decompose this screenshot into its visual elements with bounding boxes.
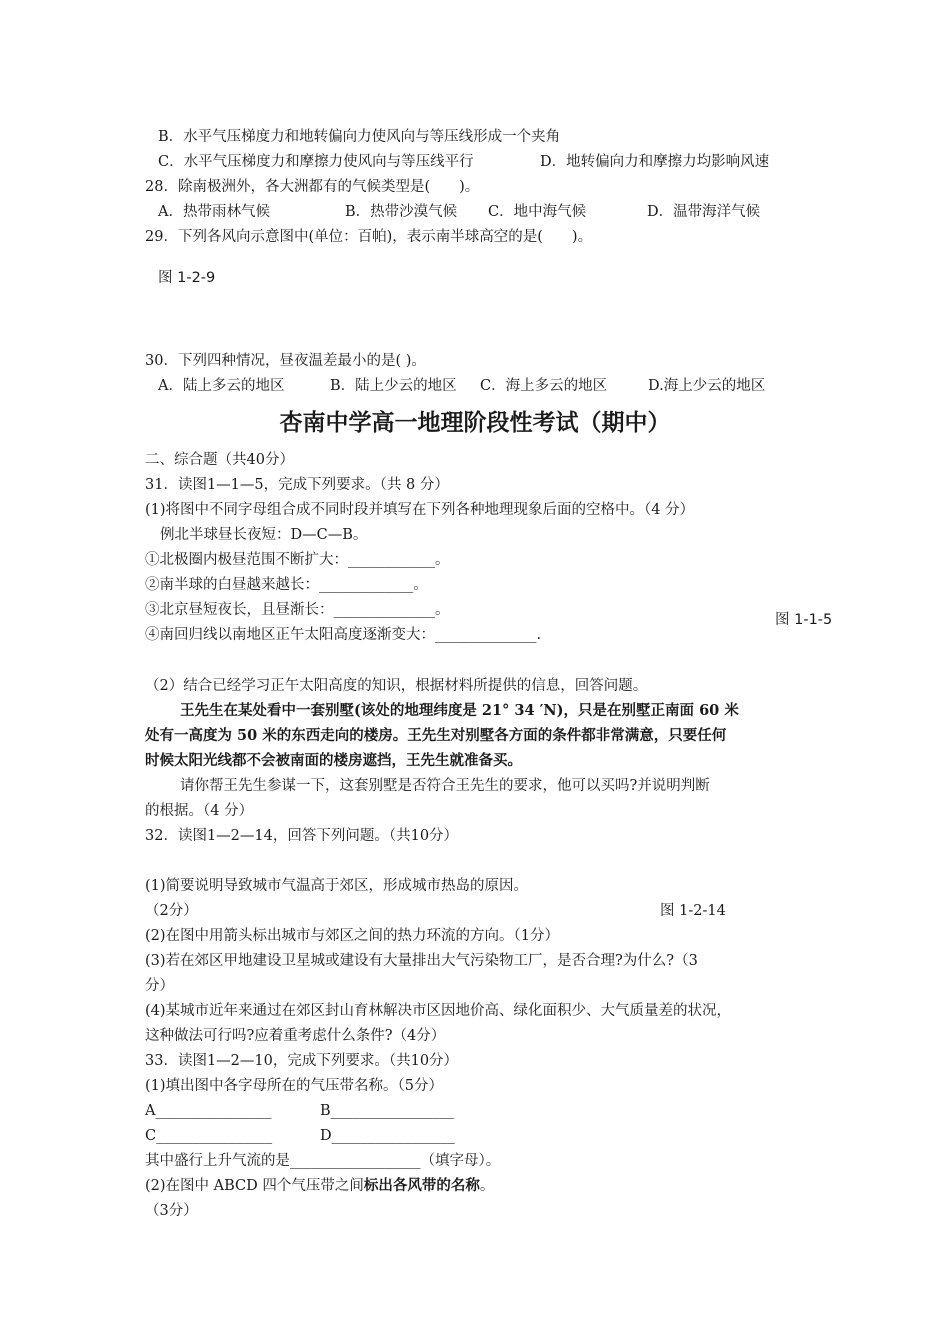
q28-option-b: B．热带沙漠气候 [345, 204, 458, 220]
q33-blank-a: A________________ [145, 1103, 272, 1119]
q31-material-line-3: 时候太阳光线都不会被南面的楼房遮挡，王先生就准备买。 [145, 752, 522, 769]
q33-blank-b: B_________________ [320, 1103, 454, 1119]
q32-part4-cont: 这种做法可行吗?应着重考虑什么条件?（4分） [145, 1028, 446, 1044]
q29-figure-caption: 图 1-2-9 [158, 270, 216, 286]
q31-material-line-1: 王先生在某处看中一套别墅(该处的地理纬度是 21° 34 ′N)，只是在别墅正南面 60 米 [180, 702, 739, 719]
q31-ask-line-2: 的根据。（4 分） [145, 803, 254, 819]
q33-part2-score: （3分） [145, 1203, 198, 1219]
q32-part3-score: 分） [145, 978, 174, 994]
q31-item-3: ③北京昼短夜长，且昼渐长：______________。 [145, 602, 450, 618]
q33-part2-text: (2)在图中 ABCD 四个气压带之间 [145, 1178, 364, 1194]
q31-item-2: ②南半球的白昼越来越长：_____________。 [145, 577, 428, 593]
q27-option-d: D．地转偏向力和摩擦力均影响风速 [540, 154, 770, 170]
q30-option-a: A．陆上多云的地区 [158, 378, 285, 394]
q30-option-b: B．陆上少云的地区 [330, 378, 457, 394]
q27-option-c: C．水平气压梯度力和摩擦力使风向与等压线平行 [158, 154, 474, 170]
q32-part1-score: （2分） [145, 903, 198, 919]
q28-option-c: C．地中海气候 [488, 204, 587, 220]
q28-stem: 28．除南极洲外，各大洲都有的气候类型是( )。 [145, 179, 480, 195]
q32-part4: (4)某城市近年来通过在郊区封山育林解决市区因地价高、绿化面积少、大气质量差的状况， [145, 1003, 732, 1019]
q30-stem: 30．下列四种情况，昼夜温差最小的是( )。 [145, 353, 426, 369]
q31-ask-line-1: 请你帮王先生参谋一下，这套别墅是否符合王先生的要求，他可以买吗?并说明判断 [180, 778, 710, 794]
q33-blank-c: C________________ [145, 1128, 273, 1144]
q30-option-d: D.海上少云的地区 [648, 378, 766, 394]
q32-part3: (3)若在郊区甲地建设卫星城或建设有大量排出大气污染物工厂，是否合理?为什么?（3 [145, 953, 698, 969]
q33-blank-d: D_________________ [320, 1128, 455, 1144]
q31-figure-caption: 图 1-1-5 [775, 612, 833, 628]
q33-rising-air: 其中盛行上升气流的是__________________（填字母）。 [145, 1153, 501, 1169]
exam-title: 杏南中学高一地理阶段性考试（期中） [279, 410, 671, 436]
q32-stem: 32．读图1—2—14，回答下列问题。（共10分） [145, 828, 459, 844]
q30-option-c: C．海上多云的地区 [480, 378, 608, 394]
q33-stem: 33．读图1—2—10，完成下列要求。（共10分） [145, 1053, 459, 1069]
q31-item-1: ①北极圈内极昼范围不断扩大：____________。 [145, 552, 450, 568]
q31-material-line-2: 处有一高度为 50 米的东西走向的楼房。王先生对别墅各方面的条件都非常满意，只要任何 [145, 727, 727, 744]
q32-part2: (2)在图中用箭头标出城市与郊区之间的热力环流的方向。（1分） [145, 928, 560, 944]
q33-part2-end: 。 [479, 1178, 495, 1194]
q31-item-4: ④南回归线以南地区正午太阳高度逐渐变大：______________. [145, 627, 542, 643]
q31-stem: 31．读图1—1—5，完成下列要求。（共 8 分） [145, 477, 449, 493]
q28-option-a: A．热带雨林气候 [158, 204, 270, 220]
q32-figure-caption: 图 1-2-14 [660, 903, 726, 919]
q29-stem: 29．下列各风向示意图中(单位：百帕)，表示南半球高空的是( )。 [145, 229, 593, 245]
q27-option-b: B．水平气压梯度力和地转偏向力使风向与等压线形成一个夹角 [158, 129, 561, 145]
q31-example: 例北半球昼长夜短：D—C—B。 [160, 527, 368, 543]
q33-part2-emphasis: 标出各风带的名称 [363, 1177, 480, 1194]
q33-part2 [145, 1176, 494, 1196]
q31-part1: (1)将图中不同字母组合成不同时段并填写在下列各种地理现象后面的空格中。（4 分） [145, 502, 695, 518]
q28-option-d: D．温带海洋气候 [647, 204, 761, 220]
q31-part2: （2）结合已经学习正午太阳高度的知识，根据材料所提供的信息，回答问题。 [145, 678, 648, 694]
q32-part1: (1)简要说明导致城市气温高于郊区，形成城市热岛的原因。 [145, 878, 529, 894]
q33-part1: (1)填出图中各字母所在的气压带名称。（5分） [145, 1078, 444, 1094]
section-heading: 二、综合题（共40分） [145, 452, 294, 468]
